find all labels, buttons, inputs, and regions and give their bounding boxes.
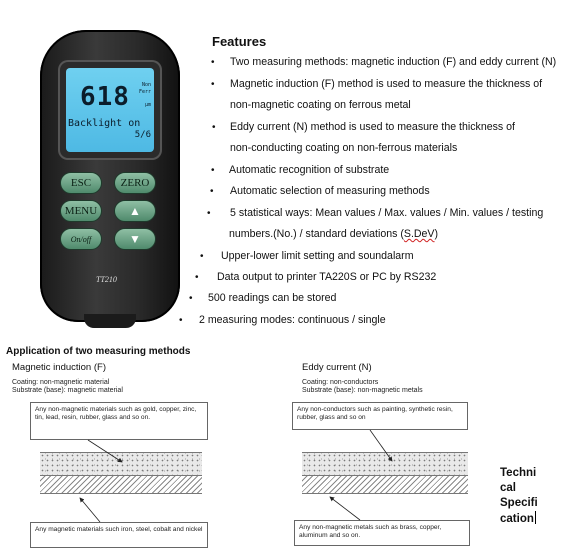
methods-title: Application of two measuring methods <box>6 345 191 358</box>
bullet-icon: • <box>210 186 214 197</box>
lcd-unit-um: μm <box>144 102 151 108</box>
feature-line: 500 readings can be stored <box>208 292 337 304</box>
bullet-icon: • <box>179 315 183 326</box>
feature-line: 5 statistical ways: Mean values / Max. values / Min. values / testing <box>230 207 544 219</box>
feature-line: Data output to printer TA220S or PC by RS232 <box>217 271 437 283</box>
bullet-icon: • <box>211 165 215 176</box>
menu-key: MENU <box>60 200 102 222</box>
bullet-icon: • <box>212 122 216 133</box>
feature-line: non-magnetic coating on ferrous metal <box>230 99 411 111</box>
tech-spec-line: Specifi <box>500 497 538 509</box>
eddy-coating-text: Coating: non-conductors <box>302 379 379 386</box>
down-arrow-icon: ▼ <box>114 228 156 250</box>
spellcheck-underlined-word: S.DeV <box>403 228 435 240</box>
eddy-substrate-arrow <box>330 497 360 520</box>
feature-line: Automatic selection of measuring methods <box>230 185 430 197</box>
eddy-panel-title: Eddy current (N) <box>302 362 372 373</box>
eddy-coating-arrow <box>370 430 392 461</box>
magnetic-coating-text: Coating: non-magnetic material <box>12 379 110 386</box>
magnetic-coating-arrow <box>88 440 122 462</box>
eddy-substrate-text: Substrate (base): non-magnetic metals <box>302 387 423 394</box>
up-arrow-icon: ▲ <box>114 200 156 222</box>
magnetic-coating-callout: Any non-magnetic materials such as gold, copper, zinc, tin, lead, resin, rubber, glass and so on. <box>30 402 208 440</box>
zero-key: ZERO <box>114 172 156 194</box>
feature-line: Magnetic induction (F) method is used to measure the thickness of <box>230 78 543 90</box>
esc-key: ESC <box>60 172 102 194</box>
feature-line: 2 measuring modes: continuous / single <box>199 314 386 326</box>
feature-line-part: ) <box>434 228 439 240</box>
feature-line: Automatic recognition of substrate <box>229 164 390 176</box>
eddy-coating-callout: Any non-conductors such as painting, synthetic resin, rubber, glass and so on <box>292 402 468 430</box>
feature-line: Upper-lower limit setting and soundalarm <box>221 250 414 262</box>
tech-spec-line-text: cation <box>500 513 534 525</box>
lcd-reading: 618 <box>80 82 130 112</box>
magnetic-substrate-callout: Any magnetic materials such iron, steel, cobalt and nickel <box>30 522 208 548</box>
technical-specification-heading <box>500 466 542 527</box>
bullet-icon: • <box>195 272 199 283</box>
lcd-backlight-text: Backlight on <box>68 118 141 129</box>
feature-line: Two measuring methods: magnetic induction (F) and eddy current (N) <box>230 56 557 68</box>
features-title: Features <box>212 34 267 49</box>
eddy-substrate-callout: Any non-magnetic metals such as brass, copper, aluminum and so on. <box>294 520 470 546</box>
bullet-icon: • <box>189 293 193 304</box>
feature-line-part: numbers.(No.) / standard deviations ( <box>229 228 404 240</box>
power-key: On/off <box>60 228 102 250</box>
tech-spec-line: cal <box>500 482 516 494</box>
lcd-unit-ferr: Ferr <box>138 89 151 95</box>
bullet-icon: • <box>211 57 215 68</box>
magnetic-substrate-arrow <box>80 498 100 522</box>
feature-line: Eddy current (N) method is used to measure the thickness of <box>230 121 515 133</box>
magnetic-panel-title: Magnetic induction (F) <box>12 362 106 373</box>
feature-line: non-conducting coating on non-ferrous materials <box>230 142 458 154</box>
bullet-icon: • <box>207 208 211 219</box>
text-cursor-icon <box>535 511 536 524</box>
bullet-icon: • <box>211 79 215 90</box>
tech-spec-line: Techni <box>500 467 537 479</box>
lcd-unit-non: Non <box>141 82 151 88</box>
magnetic-substrate-text: Substrate (base): magnetic material <box>12 387 123 394</box>
tech-spec-line <box>500 511 542 527</box>
gauge-model-label: TT210 <box>96 275 117 284</box>
bullet-icon: • <box>200 251 204 262</box>
lcd-ratio: 5/6 <box>134 130 151 140</box>
